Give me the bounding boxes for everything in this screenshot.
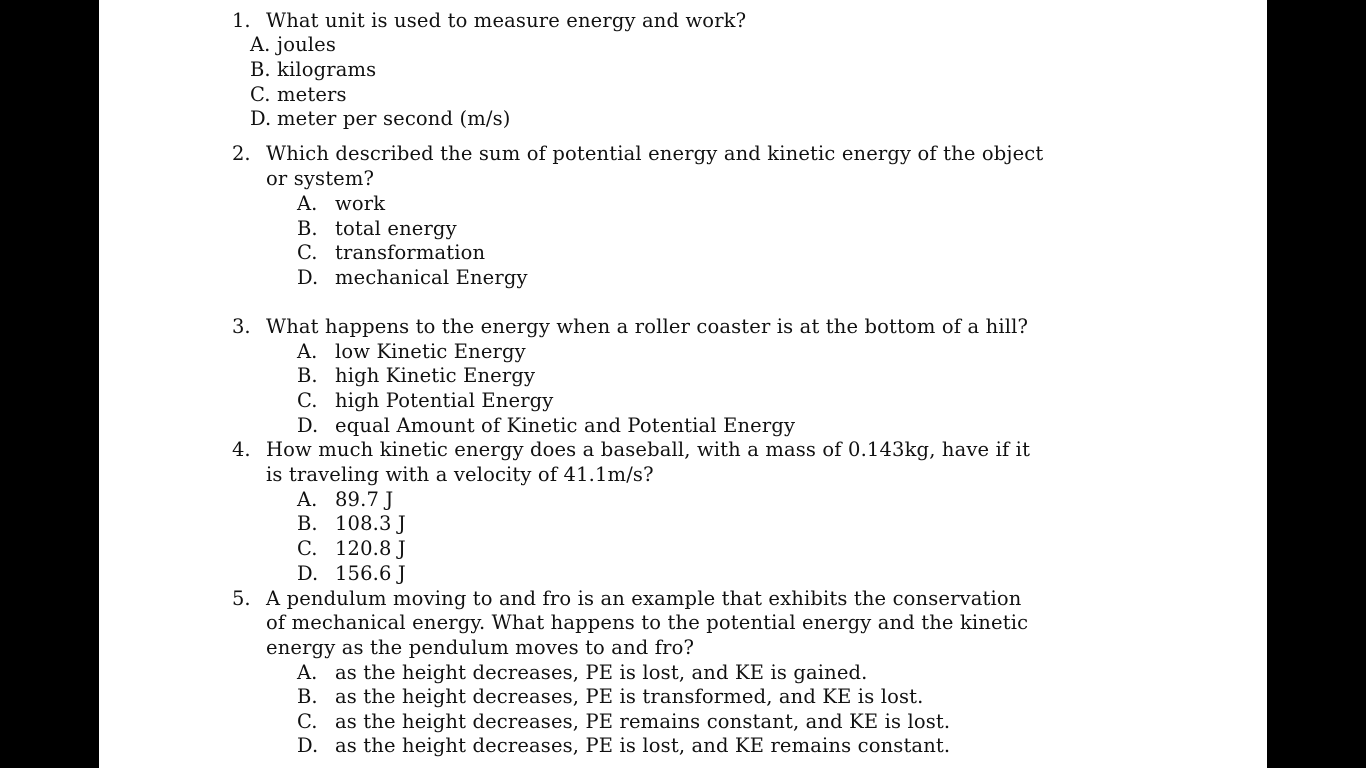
question-3-number: 3. bbox=[232, 315, 251, 338]
question-4-choice-a-letter: A. bbox=[297, 488, 318, 511]
question-5-number: 5. bbox=[232, 587, 251, 610]
question-3-choice-b-letter: B. bbox=[297, 364, 318, 387]
question-5-choice-c-text: as the height decreases, PE remains constant, and KE is lost. bbox=[335, 710, 951, 733]
question-4-choice-c-letter: C. bbox=[297, 537, 318, 560]
question-3-choice-d-letter: D. bbox=[297, 414, 319, 437]
question-1-choice-b-text: kilograms bbox=[277, 58, 377, 81]
question-4-choice-d-text: 156.6 J bbox=[335, 562, 406, 585]
document-page bbox=[99, 0, 1267, 768]
question-5-text-line-2: of mechanical energy. What happens to the potential energy and the kinetic bbox=[266, 611, 1029, 634]
question-1-choice-c-letter: C. bbox=[250, 83, 271, 106]
question-2-text-line-1: Which described the sum of potential energy and kinetic energy of the object bbox=[266, 142, 1044, 165]
question-3-choice-a-text: low Kinetic Energy bbox=[335, 340, 526, 363]
question-4-number: 4. bbox=[232, 438, 251, 461]
question-2-number: 2. bbox=[232, 142, 251, 165]
question-4-choice-b-text: 108.3 J bbox=[335, 512, 406, 535]
question-5-choice-d-text: as the height decreases, PE is lost, and KE remains constant. bbox=[335, 734, 951, 757]
question-4-choice-c-text: 120.8 J bbox=[335, 537, 406, 560]
question-3-choice-c-text: high Potential Energy bbox=[335, 389, 554, 412]
question-4-choice-d-letter: D. bbox=[297, 562, 319, 585]
question-1-choice-c-text: meters bbox=[277, 83, 347, 106]
question-2-choice-c-text: transformation bbox=[335, 241, 486, 264]
question-1-choice-a-text: joules bbox=[277, 33, 337, 56]
question-4-text-line-2: is traveling with a velocity of 41.1m/s? bbox=[266, 463, 654, 486]
question-5-choice-a-letter: A. bbox=[297, 661, 318, 684]
question-1-choice-d-letter: D. bbox=[250, 107, 272, 130]
question-2-choice-d-letter: D. bbox=[297, 266, 319, 289]
question-2-choice-c-letter: C. bbox=[297, 241, 318, 264]
question-2-choice-a-letter: A. bbox=[297, 192, 318, 215]
question-5-choice-a-text: as the height decreases, PE is lost, and KE is gained. bbox=[335, 661, 868, 684]
question-3-choice-a-letter: A. bbox=[297, 340, 318, 363]
question-2-choice-b-letter: B. bbox=[297, 217, 318, 240]
question-5-choice-c-letter: C. bbox=[297, 710, 318, 733]
question-1-choice-b-letter: B. bbox=[250, 58, 271, 81]
question-1-number: 1. bbox=[232, 9, 251, 32]
question-4-choice-b-letter: B. bbox=[297, 512, 318, 535]
question-1-choice-d-text: meter per second (m/s) bbox=[277, 107, 511, 130]
question-5-text-line-3: energy as the pendulum moves to and fro? bbox=[266, 636, 695, 659]
question-1-choice-a-letter: A. bbox=[250, 33, 271, 56]
question-2-text-line-2: or system? bbox=[266, 167, 375, 190]
question-2-choice-d-text: mechanical Energy bbox=[335, 266, 528, 289]
question-3-text-line-1: What happens to the energy when a roller coaster is at the bottom of a hill? bbox=[266, 315, 1029, 338]
question-2-choice-a-text: work bbox=[335, 192, 386, 215]
question-5-choice-b-letter: B. bbox=[297, 685, 318, 708]
question-3-choice-c-letter: C. bbox=[297, 389, 318, 412]
question-5-choice-d-letter: D. bbox=[297, 734, 319, 757]
question-3-choice-b-text: high Kinetic Energy bbox=[335, 364, 536, 387]
question-1-text-line-1: What unit is used to measure energy and work? bbox=[266, 9, 747, 32]
question-3-choice-d-text: equal Amount of Kinetic and Potential Energy bbox=[335, 414, 796, 437]
question-5-text-line-1: A pendulum moving to and fro is an example that exhibits the conservation bbox=[266, 587, 1022, 610]
question-5-choice-b-text: as the height decreases, PE is transformed, and KE is lost. bbox=[335, 685, 924, 708]
question-4-text-line-1: How much kinetic energy does a baseball, with a mass of 0.143kg, have if it bbox=[266, 438, 1031, 461]
question-2-choice-b-text: total energy bbox=[335, 217, 457, 240]
question-4-choice-a-text: 89.7 J bbox=[335, 488, 394, 511]
